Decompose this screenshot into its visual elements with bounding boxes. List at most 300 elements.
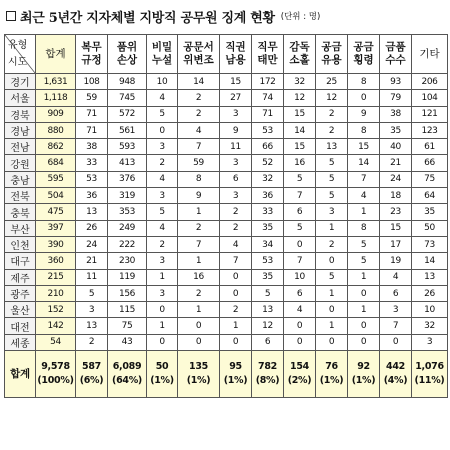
col-header-line: 수수 — [385, 54, 406, 66]
corner-top-label: 유형 — [8, 40, 28, 51]
value-cell: 15 — [348, 139, 380, 155]
col-header-misuse — [316, 35, 348, 74]
table-row — [5, 318, 448, 334]
value-cell: 0 — [348, 318, 380, 334]
value-cell: 0 — [147, 334, 178, 350]
total-count: 95 — [229, 361, 242, 373]
value-cell: 5 — [147, 106, 178, 122]
table-row — [5, 155, 448, 171]
value-cell: 12 — [316, 90, 348, 106]
value-cell: 353 — [108, 204, 147, 220]
value-cell: 0 — [220, 334, 252, 350]
value-cell: 32 — [284, 74, 316, 90]
value-cell: 376 — [108, 171, 147, 187]
value-cell: 561 — [108, 122, 147, 138]
value-cell: 0 — [284, 236, 316, 252]
value-cell: 2 — [178, 90, 220, 106]
value-cell: 0 — [284, 334, 316, 350]
col-header-line: 횡령 — [353, 54, 374, 66]
region-cell: 인천 — [5, 236, 36, 252]
table-row — [5, 90, 448, 106]
value-cell: 3 — [220, 188, 252, 204]
total-count: 9,578 — [41, 361, 70, 373]
value-cell: 0 — [220, 269, 252, 285]
table-row — [5, 122, 448, 138]
page-title: 최근 5년간 지자체별 지방직 공무원 징계 현황 — [20, 10, 275, 26]
value-cell: 6 — [284, 204, 316, 220]
value-cell: 123 — [412, 122, 448, 138]
value-cell: 27 — [220, 90, 252, 106]
value-cell: 2 — [147, 236, 178, 252]
value-cell: 4 — [220, 236, 252, 252]
value-cell: 7 — [220, 253, 252, 269]
value-cell: 6 — [252, 334, 284, 350]
value-cell: 5 — [348, 253, 380, 269]
col-header-line: 남용 — [225, 54, 246, 66]
region-cell: 대구 — [5, 253, 36, 269]
value-cell: 26 — [412, 285, 448, 301]
total-count: 50 — [155, 361, 169, 373]
value-cell: 35 — [252, 269, 284, 285]
col-header-total — [36, 35, 76, 74]
value-cell: 5 — [252, 285, 284, 301]
region-cell: 충남 — [5, 171, 36, 187]
row-total-cell: 142 — [36, 318, 76, 334]
region-cell: 강원 — [5, 155, 36, 171]
value-cell: 34 — [252, 236, 284, 252]
row-total-cell: 1,631 — [36, 74, 76, 90]
value-cell: 0 — [316, 334, 348, 350]
value-cell: 3 — [147, 285, 178, 301]
value-cell: 23 — [380, 204, 412, 220]
value-cell: 33 — [76, 155, 108, 171]
value-cell: 74 — [252, 90, 284, 106]
region-cell: 부산 — [5, 220, 36, 236]
value-cell: 104 — [412, 90, 448, 106]
total-value-cell — [36, 351, 76, 398]
total-value-cell — [412, 351, 448, 398]
value-cell: 2 — [220, 204, 252, 220]
value-cell: 0 — [348, 334, 380, 350]
col-header-line: 소홀 — [289, 54, 310, 66]
value-cell: 3 — [147, 139, 178, 155]
value-cell: 21 — [380, 155, 412, 171]
col-header-line: 복무 — [81, 41, 102, 53]
value-cell: 3 — [316, 204, 348, 220]
title-row — [6, 6, 320, 26]
value-cell: 1 — [220, 318, 252, 334]
value-cell: 1 — [348, 302, 380, 318]
value-cell: 36 — [76, 188, 108, 204]
value-cell: 5 — [316, 171, 348, 187]
table-row — [5, 106, 448, 122]
total-percent: (6%) — [79, 375, 104, 387]
value-cell: 0 — [348, 90, 380, 106]
col-header-line: 공금 — [353, 41, 374, 53]
col-header-negligence — [252, 35, 284, 74]
total-value-cell — [147, 351, 178, 398]
value-cell: 745 — [108, 90, 147, 106]
value-cell: 52 — [252, 155, 284, 171]
value-cell: 2 — [316, 122, 348, 138]
total-count: 154 — [290, 361, 309, 373]
value-cell: 24 — [380, 171, 412, 187]
value-cell: 115 — [108, 302, 147, 318]
value-cell: 0 — [178, 318, 220, 334]
table-row — [5, 74, 448, 90]
region-cell: 서울 — [5, 90, 36, 106]
region-cell: 대전 — [5, 318, 36, 334]
disciplinary-table — [4, 34, 448, 398]
value-cell: 1 — [147, 318, 178, 334]
table-row — [5, 220, 448, 236]
region-cell: 전북 — [5, 188, 36, 204]
table-row — [5, 269, 448, 285]
value-cell: 2 — [178, 220, 220, 236]
value-cell: 3 — [147, 253, 178, 269]
value-cell: 2 — [316, 106, 348, 122]
value-cell: 13 — [76, 318, 108, 334]
value-cell: 2 — [178, 106, 220, 122]
value-cell: 36 — [252, 188, 284, 204]
total-percent: (64%) — [112, 375, 142, 387]
region-cell: 울산 — [5, 302, 36, 318]
value-cell: 40 — [380, 139, 412, 155]
row-total-cell: 152 — [36, 302, 76, 318]
value-cell: 2 — [220, 220, 252, 236]
value-cell: 38 — [380, 106, 412, 122]
row-total-cell: 215 — [36, 269, 76, 285]
total-count: 587 — [82, 361, 101, 373]
value-cell: 6 — [284, 285, 316, 301]
table-row — [5, 171, 448, 187]
value-cell: 75 — [108, 318, 147, 334]
value-cell: 71 — [76, 106, 108, 122]
corner-header — [5, 35, 36, 74]
value-cell: 9 — [178, 188, 220, 204]
value-cell: 61 — [412, 139, 448, 155]
col-header-line: 감독 — [289, 41, 310, 53]
total-value-cell — [220, 351, 252, 398]
col-header-line: 공문서 — [183, 41, 214, 53]
value-cell: 11 — [76, 269, 108, 285]
total-value-cell — [380, 351, 412, 398]
value-cell: 1 — [316, 318, 348, 334]
value-cell: 4 — [284, 302, 316, 318]
value-cell: 4 — [147, 171, 178, 187]
value-cell: 0 — [147, 302, 178, 318]
value-cell: 3 — [380, 302, 412, 318]
value-cell: 35 — [412, 204, 448, 220]
value-cell: 1 — [316, 220, 348, 236]
value-cell: 1 — [348, 269, 380, 285]
value-cell: 13 — [76, 204, 108, 220]
value-cell: 10 — [147, 74, 178, 90]
value-cell: 59 — [178, 155, 220, 171]
row-total-cell: 475 — [36, 204, 76, 220]
value-cell: 64 — [412, 188, 448, 204]
value-cell: 3 — [220, 106, 252, 122]
total-percent: (1%) — [150, 375, 174, 387]
col-header-line: 비밀 — [151, 41, 173, 53]
col-header-embezzlement — [348, 35, 380, 74]
total-value-cell — [316, 351, 348, 398]
col-header-line: 손상 — [116, 54, 138, 66]
value-cell: 3 — [147, 188, 178, 204]
value-cell: 14 — [412, 253, 448, 269]
header-row — [5, 35, 448, 74]
value-cell: 9 — [220, 122, 252, 138]
col-header-line: 금품 — [385, 41, 406, 53]
total-percent: (1%) — [223, 375, 248, 387]
value-cell: 8 — [348, 220, 380, 236]
value-cell: 4 — [380, 269, 412, 285]
col-header-line: 공금 — [321, 41, 342, 53]
total-row — [5, 351, 448, 398]
checkbox-square-icon — [6, 11, 16, 21]
value-cell: 35 — [380, 122, 412, 138]
value-cell: 3 — [412, 334, 448, 350]
total-percent: (1%) — [351, 375, 376, 387]
value-cell: 0 — [316, 302, 348, 318]
total-percent: (2%) — [287, 375, 312, 387]
value-cell: 25 — [316, 74, 348, 90]
value-cell: 14 — [348, 155, 380, 171]
value-cell: 5 — [76, 285, 108, 301]
value-cell: 8 — [348, 122, 380, 138]
value-cell: 59 — [76, 90, 108, 106]
value-cell: 8 — [348, 74, 380, 90]
value-cell: 0 — [284, 318, 316, 334]
table-body — [5, 74, 448, 398]
value-cell: 17 — [380, 236, 412, 252]
row-total-cell: 1,118 — [36, 90, 76, 106]
value-cell: 108 — [76, 74, 108, 90]
value-cell: 119 — [108, 269, 147, 285]
row-total-cell: 504 — [36, 188, 76, 204]
total-count: 1,076 — [415, 361, 444, 373]
row-total-cell: 397 — [36, 220, 76, 236]
value-cell: 43 — [108, 334, 147, 350]
value-cell: 7 — [178, 139, 220, 155]
value-cell: 12 — [252, 318, 284, 334]
col-header-bribery — [380, 35, 412, 74]
total-percent: (11%) — [414, 375, 445, 387]
total-value-cell — [252, 351, 284, 398]
col-header-supervision — [284, 35, 316, 74]
value-cell: 4 — [147, 90, 178, 106]
col-header-line: 누설 — [151, 54, 173, 66]
total-count: 442 — [386, 361, 405, 373]
value-cell: 4 — [348, 188, 380, 204]
table-row — [5, 188, 448, 204]
value-cell: 15 — [380, 220, 412, 236]
value-cell: 75 — [412, 171, 448, 187]
table-row — [5, 236, 448, 252]
total-value-cell — [284, 351, 316, 398]
value-cell: 2 — [76, 334, 108, 350]
value-cell: 15 — [220, 74, 252, 90]
value-cell: 156 — [108, 285, 147, 301]
value-cell: 4 — [178, 122, 220, 138]
region-cell: 전남 — [5, 139, 36, 155]
value-cell: 2 — [316, 236, 348, 252]
col-header-secret-leak — [147, 35, 178, 74]
table-row — [5, 302, 448, 318]
value-cell: 50 — [412, 220, 448, 236]
value-cell: 16 — [284, 155, 316, 171]
region-cell: 광주 — [5, 285, 36, 301]
value-cell: 9 — [348, 106, 380, 122]
value-cell: 230 — [108, 253, 147, 269]
col-header-dignity — [108, 35, 147, 74]
value-cell: 1 — [178, 204, 220, 220]
row-total-cell: 54 — [36, 334, 76, 350]
table-row — [5, 139, 448, 155]
value-cell: 1 — [316, 285, 348, 301]
row-total-cell: 684 — [36, 155, 76, 171]
value-cell: 11 — [220, 139, 252, 155]
table-row — [5, 204, 448, 220]
total-count: 76 — [325, 361, 338, 373]
row-total-cell: 210 — [36, 285, 76, 301]
col-header-line: 규정 — [81, 54, 102, 66]
value-cell: 6 — [380, 285, 412, 301]
value-cell: 7 — [178, 236, 220, 252]
value-cell: 0 — [380, 334, 412, 350]
value-cell: 53 — [252, 253, 284, 269]
row-total-cell: 880 — [36, 122, 76, 138]
corner-bottom-label: 시도 — [8, 57, 28, 68]
value-cell: 1 — [178, 302, 220, 318]
total-percent: (1%) — [319, 375, 344, 387]
value-cell: 121 — [412, 106, 448, 122]
value-cell: 15 — [284, 139, 316, 155]
value-cell: 16 — [178, 269, 220, 285]
value-cell: 71 — [252, 106, 284, 122]
value-cell: 5 — [284, 220, 316, 236]
col-header-duty-rules — [76, 35, 108, 74]
value-cell: 2 — [220, 302, 252, 318]
value-cell: 5 — [316, 269, 348, 285]
value-cell: 14 — [284, 122, 316, 138]
value-cell: 24 — [76, 236, 108, 252]
region-cell: 세종 — [5, 334, 36, 350]
value-cell: 10 — [284, 269, 316, 285]
value-cell: 8 — [178, 171, 220, 187]
value-cell: 93 — [380, 74, 412, 90]
value-cell: 0 — [316, 253, 348, 269]
value-cell: 26 — [76, 220, 108, 236]
value-cell: 66 — [252, 139, 284, 155]
value-cell: 66 — [412, 155, 448, 171]
value-cell: 7 — [348, 171, 380, 187]
value-cell: 249 — [108, 220, 147, 236]
value-cell: 6 — [220, 171, 252, 187]
value-cell: 12 — [284, 90, 316, 106]
value-cell: 7 — [380, 318, 412, 334]
value-cell: 0 — [178, 334, 220, 350]
col-header-line: 직무 — [257, 41, 278, 53]
value-cell: 0 — [220, 285, 252, 301]
col-header-line: 유용 — [321, 54, 342, 66]
total-count: 135 — [189, 361, 208, 373]
total-value-cell — [178, 351, 220, 398]
value-cell: 413 — [108, 155, 147, 171]
col-header-forgery — [178, 35, 220, 74]
total-count: 782 — [258, 361, 277, 373]
value-cell: 18 — [380, 188, 412, 204]
table-row — [5, 253, 448, 269]
value-cell: 5 — [316, 188, 348, 204]
value-cell: 32 — [252, 171, 284, 187]
total-percent: (4%) — [383, 375, 408, 387]
value-cell: 3 — [76, 302, 108, 318]
value-cell: 5 — [147, 204, 178, 220]
value-cell: 79 — [380, 90, 412, 106]
value-cell: 13 — [252, 302, 284, 318]
value-cell: 13 — [316, 139, 348, 155]
total-value-cell — [348, 351, 380, 398]
value-cell: 7 — [284, 188, 316, 204]
value-cell: 5 — [284, 171, 316, 187]
value-cell: 1 — [178, 253, 220, 269]
value-cell: 206 — [412, 74, 448, 90]
value-cell: 32 — [412, 318, 448, 334]
value-cell: 172 — [252, 74, 284, 90]
region-cell: 경북 — [5, 106, 36, 122]
total-label-cell: 합계 — [5, 351, 36, 398]
value-cell: 38 — [76, 139, 108, 155]
row-total-cell: 909 — [36, 106, 76, 122]
value-cell: 53 — [76, 171, 108, 187]
row-total-cell: 862 — [36, 139, 76, 155]
col-header-line: 직권 — [225, 41, 246, 53]
value-cell: 2 — [147, 155, 178, 171]
col-header-line: 합계 — [45, 47, 66, 60]
row-total-cell: 360 — [36, 253, 76, 269]
value-cell: 948 — [108, 74, 147, 90]
value-cell: 222 — [108, 236, 147, 252]
total-count: 6,089 — [112, 361, 142, 373]
total-value-cell — [76, 351, 108, 398]
col-header-line: 품위 — [116, 41, 138, 53]
total-value-cell — [108, 351, 147, 398]
table-row — [5, 285, 448, 301]
value-cell: 0 — [348, 285, 380, 301]
value-cell: 3 — [220, 155, 252, 171]
value-cell: 14 — [178, 74, 220, 90]
value-cell: 572 — [108, 106, 147, 122]
value-cell: 13 — [412, 269, 448, 285]
col-header-other — [412, 35, 448, 74]
value-cell: 2 — [178, 285, 220, 301]
region-cell: 제주 — [5, 269, 36, 285]
value-cell: 71 — [76, 122, 108, 138]
col-header-line: 태만 — [257, 54, 278, 66]
value-cell: 35 — [252, 220, 284, 236]
value-cell: 73 — [412, 236, 448, 252]
total-percent: (100%) — [37, 375, 74, 387]
value-cell: 7 — [284, 253, 316, 269]
value-cell: 319 — [108, 188, 147, 204]
row-total-cell: 390 — [36, 236, 76, 252]
table-row — [5, 334, 448, 350]
region-cell: 경기 — [5, 74, 36, 90]
value-cell: 19 — [380, 253, 412, 269]
unit-label: (단위 : 명) — [280, 12, 321, 22]
region-cell: 충북 — [5, 204, 36, 220]
